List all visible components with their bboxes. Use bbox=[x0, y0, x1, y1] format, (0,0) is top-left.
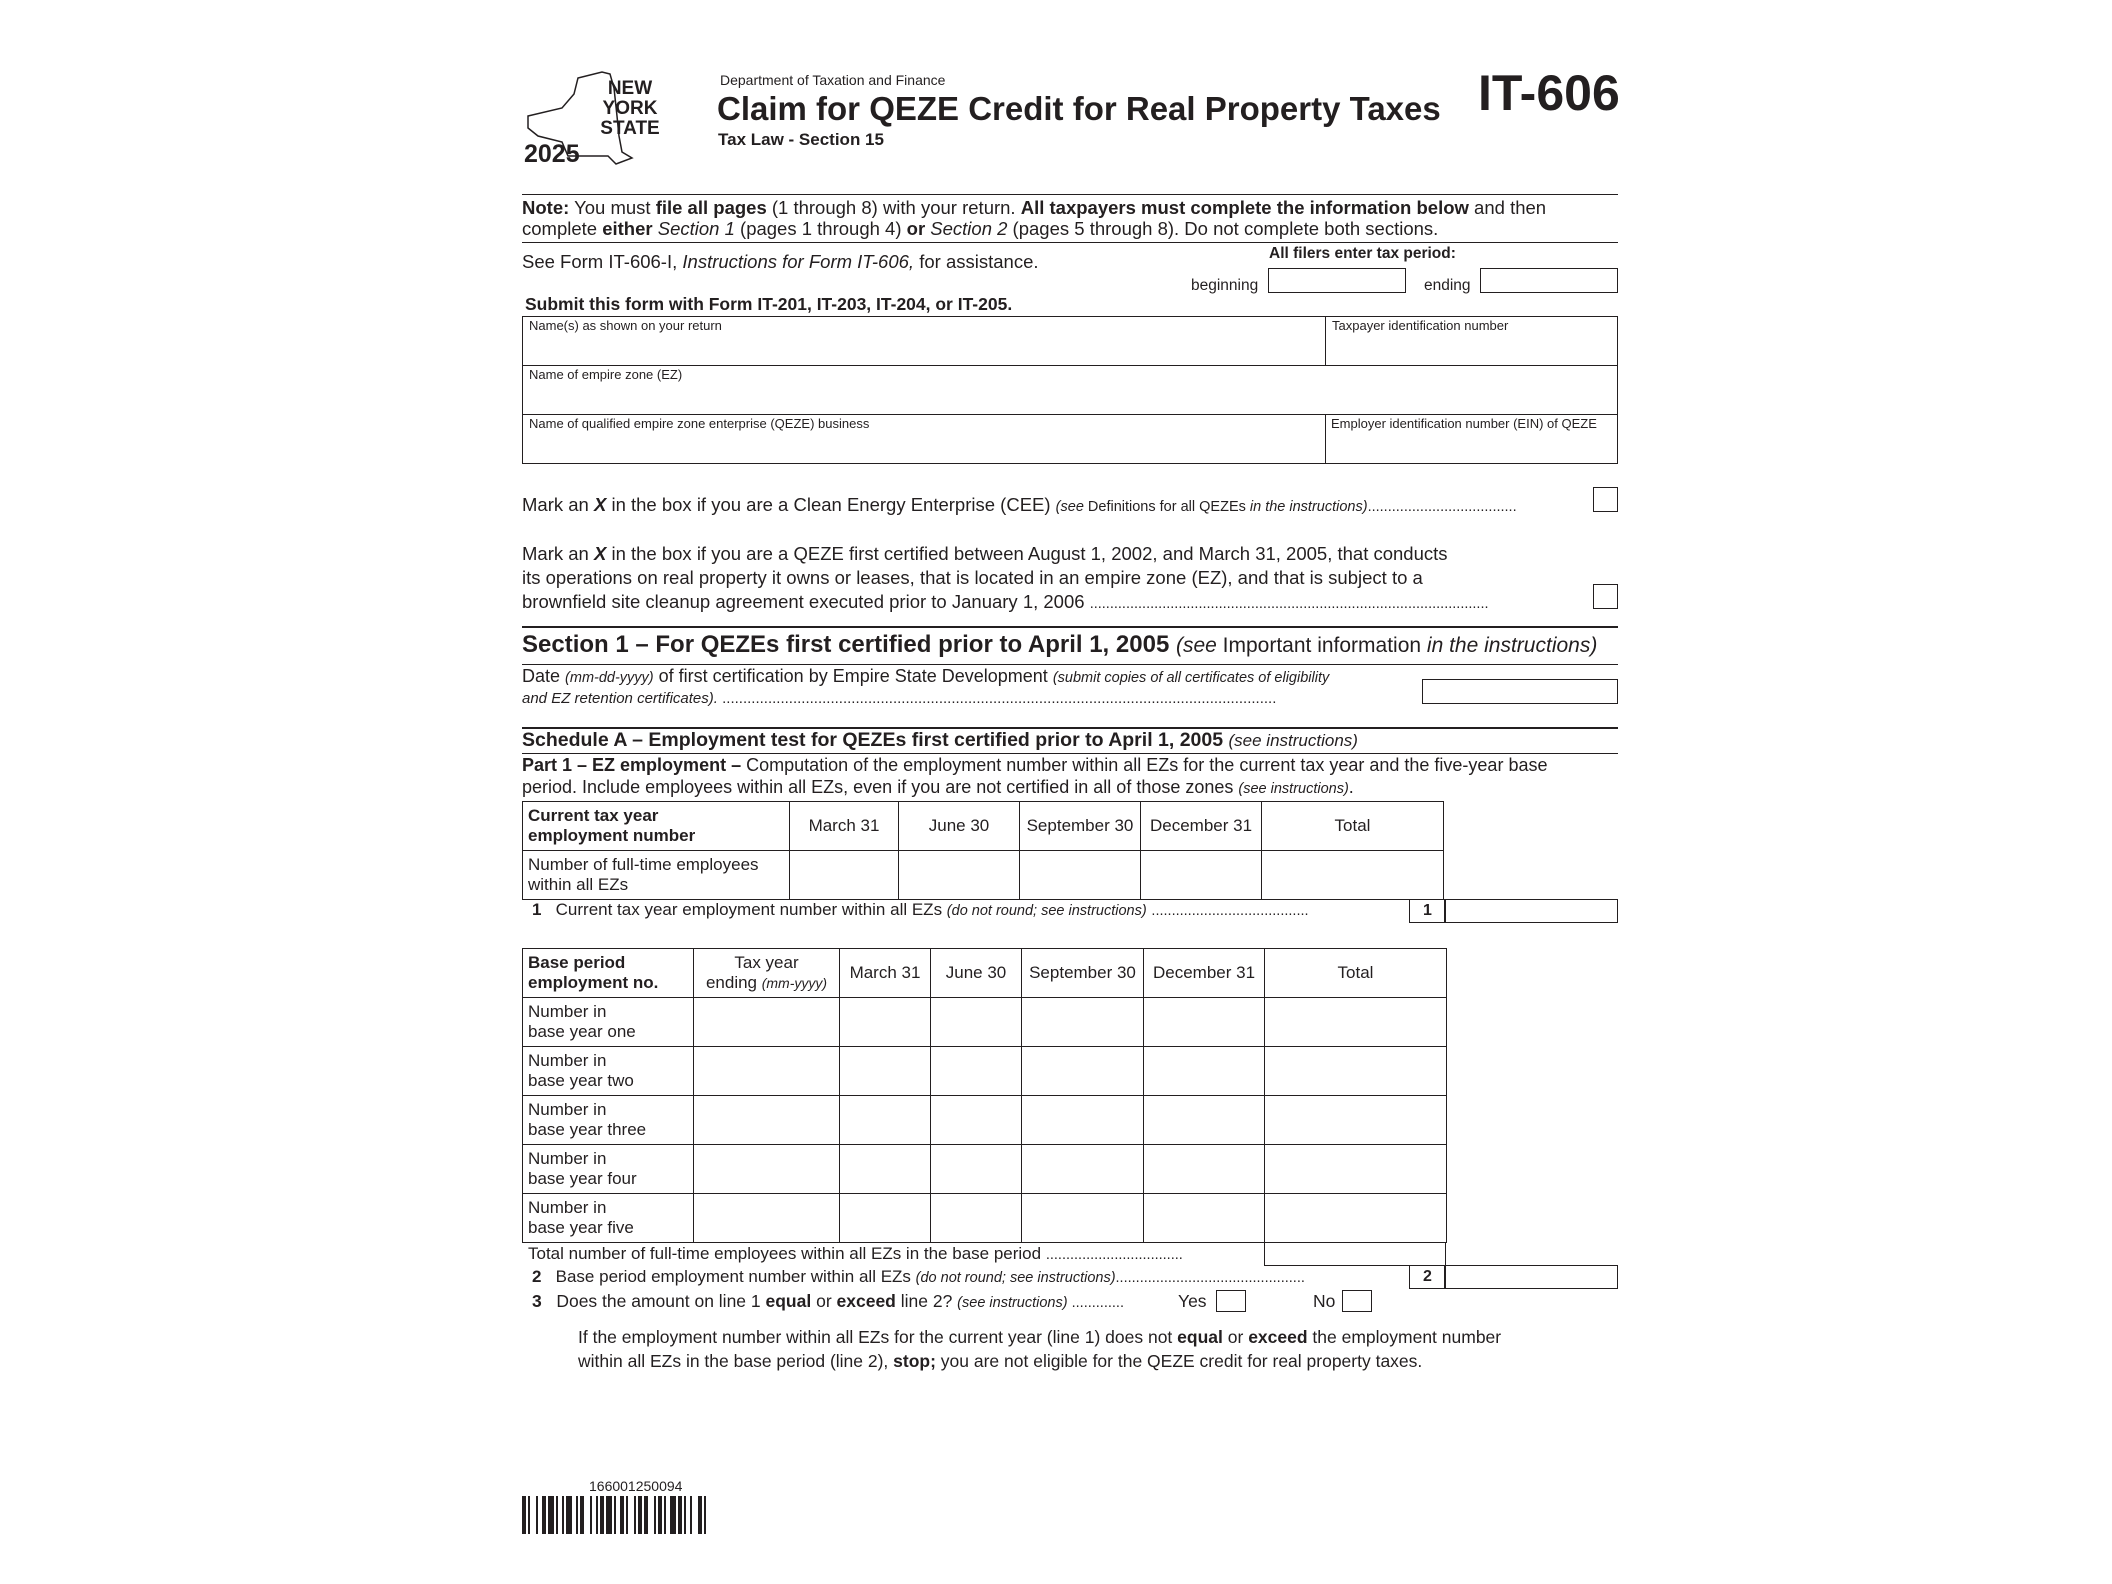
divider bbox=[522, 664, 1618, 665]
barcode-bar bbox=[580, 1496, 584, 1534]
table-row bbox=[523, 1096, 1447, 1145]
base-period-total-input[interactable] bbox=[1264, 1242, 1446, 1266]
barcode-bar bbox=[670, 1496, 676, 1534]
no-label: No bbox=[1313, 1291, 1336, 1311]
september-input[interactable] bbox=[1022, 1047, 1144, 1096]
certification-date-label-line1: Date (mm-dd-yyyy) of first certification by Empire State Development (submit copies of all certificates of eligibility bbox=[522, 666, 1330, 686]
barcode-bar bbox=[654, 1496, 656, 1534]
barcode-bar bbox=[634, 1496, 636, 1534]
barcode-bar bbox=[678, 1496, 682, 1534]
barcode-bar bbox=[542, 1496, 546, 1534]
line1-label: 1 Current tax year employment number within all EZs (do not round; see instructions) ....................................... bbox=[532, 900, 1309, 919]
tax-year-input[interactable] bbox=[694, 998, 840, 1047]
divider bbox=[522, 626, 1618, 628]
december-input[interactable] bbox=[1144, 1145, 1265, 1194]
column-header: March 31 bbox=[790, 802, 899, 851]
certification-date-label-line2: and EZ retention certificates). ..................................................................................................................................... bbox=[522, 690, 1277, 707]
barcode-bar bbox=[562, 1496, 564, 1534]
december-input[interactable] bbox=[1141, 851, 1262, 900]
total-input[interactable] bbox=[1265, 1047, 1447, 1096]
ending-label: ending bbox=[1424, 277, 1471, 294]
barcode-bar bbox=[704, 1496, 706, 1534]
tax-year-input[interactable] bbox=[694, 1096, 840, 1145]
barcode-bar bbox=[614, 1496, 616, 1534]
table-row bbox=[523, 1047, 1447, 1096]
barcode-bar bbox=[596, 1496, 598, 1534]
table-row bbox=[523, 851, 1444, 900]
september-input[interactable] bbox=[1022, 1096, 1144, 1145]
logo-line1: NEW bbox=[607, 78, 653, 99]
ein-field[interactable] bbox=[1328, 433, 1616, 462]
brownfield-question-line1: Mark an X in the box if you are a QEZE first certified between August 1, 2002, and March 31, 2005, that conducts bbox=[522, 543, 1448, 564]
column-header: December 31 bbox=[1144, 949, 1265, 998]
tax-year-input[interactable] bbox=[694, 1194, 840, 1243]
tax-period-heading: All filers enter tax period: bbox=[1269, 245, 1456, 262]
barcode-bar bbox=[590, 1496, 592, 1534]
total-input[interactable] bbox=[1265, 998, 1447, 1047]
cee-checkbox[interactable] bbox=[1593, 487, 1618, 512]
column-header: September 30 bbox=[1020, 802, 1141, 851]
barcode-number: 166001250094 bbox=[589, 1478, 683, 1494]
barcode-bar bbox=[620, 1496, 624, 1534]
barcode-bar bbox=[548, 1496, 554, 1534]
row-label: Number in base year three bbox=[523, 1096, 694, 1145]
tax-year-input[interactable] bbox=[694, 1047, 840, 1096]
divider bbox=[1325, 414, 1326, 464]
barcode-bar bbox=[528, 1496, 530, 1534]
ein-field-label: Employer identification number (EIN) of QEZE bbox=[1331, 416, 1597, 431]
row-label: Number in base year four bbox=[523, 1145, 694, 1194]
march-input[interactable] bbox=[790, 851, 899, 900]
barcode-bar bbox=[626, 1496, 628, 1534]
part1-intro-line2: period. Include employees within all EZs, even if you are not certified in all of those zones (see instructions). bbox=[522, 777, 1354, 797]
stop-instruction-line2: within all EZs in the base period (line 2), stop; you are not eligible for the QEZE credit for real property taxes. bbox=[578, 1351, 1423, 1371]
assistance-text: See Form IT-606-I, Instructions for Form IT-606, for assistance. bbox=[522, 251, 1039, 272]
qeze-field-label: Name of qualified empire zone enterprise (QEZE) business bbox=[529, 416, 870, 431]
march-input[interactable] bbox=[840, 1096, 931, 1145]
divider bbox=[1325, 316, 1326, 365]
barcode bbox=[522, 1496, 762, 1534]
cee-question: Mark an X in the box if you are a Clean Energy Enterprise (CEE) (see Definitions for all QEZEs in the instructions)..................................... bbox=[522, 494, 1517, 515]
current-year-employment-table bbox=[522, 801, 1444, 900]
certification-date-input[interactable] bbox=[1422, 679, 1618, 704]
divider bbox=[522, 365, 1618, 366]
ez-field[interactable] bbox=[524, 384, 1616, 412]
table-row bbox=[523, 1194, 1447, 1243]
september-input[interactable] bbox=[1020, 851, 1141, 900]
september-input[interactable] bbox=[1022, 998, 1144, 1047]
june-input[interactable] bbox=[931, 1096, 1022, 1145]
base-period-total-label: Total number of full-time employees within all EZs in the base period .................................. bbox=[528, 1244, 1183, 1263]
column-header: Total bbox=[1262, 802, 1444, 851]
barcode-bar bbox=[600, 1496, 604, 1534]
beginning-label: beginning bbox=[1191, 277, 1259, 294]
new-york-state-logo bbox=[522, 70, 672, 170]
line1-number-box: 1 bbox=[1409, 899, 1446, 923]
barcode-bar bbox=[576, 1496, 578, 1534]
december-input[interactable] bbox=[1144, 1096, 1265, 1145]
tin-field[interactable] bbox=[1328, 334, 1616, 363]
brownfield-checkbox[interactable] bbox=[1593, 584, 1618, 609]
march-input[interactable] bbox=[840, 998, 931, 1047]
logo-line3: STATE bbox=[600, 118, 660, 139]
line3-question: 3 Does the amount on line 1 equal or exceed line 2? (see instructions) ............. bbox=[532, 1291, 1124, 1311]
submit-instruction: Submit this form with Form IT-201, IT-203, IT-204, or IT-205. bbox=[525, 294, 1013, 314]
september-input[interactable] bbox=[1022, 1145, 1144, 1194]
names-field-label: Name(s) as shown on your return bbox=[529, 318, 722, 333]
divider bbox=[522, 194, 1618, 195]
brownfield-question-line2: its operations on real property it owns or leases, that is located in an empire zone (EZ), and that is subject to a bbox=[522, 567, 1423, 588]
total-input[interactable] bbox=[1265, 1096, 1447, 1145]
divider bbox=[522, 753, 1618, 754]
department-name: Department of Taxation and Finance bbox=[720, 72, 946, 88]
yes-checkbox[interactable] bbox=[1216, 1290, 1246, 1312]
barcode-bar bbox=[644, 1496, 648, 1534]
march-input[interactable] bbox=[840, 1194, 931, 1243]
column-header: June 30 bbox=[931, 949, 1022, 998]
barcode-bar bbox=[522, 1496, 526, 1534]
part1-intro-line1: Part 1 – EZ employment – Computation of the employment number within all EZs for the current tax year and the five-year base bbox=[522, 755, 1548, 775]
barcode-bar bbox=[664, 1496, 666, 1534]
section1-heading: Section 1 – For QEZEs first certified prior to April 1, 2005 (see Important information in the instructions) bbox=[522, 631, 1598, 658]
note-line2: complete either Section 1 (pages 1 through 4) or Section 2 (pages 5 through 8). Do not complete both sections. bbox=[522, 218, 1439, 239]
divider bbox=[522, 242, 1618, 243]
column-header: September 30 bbox=[1022, 949, 1144, 998]
total-input[interactable] bbox=[1265, 1145, 1447, 1194]
column-header: December 31 bbox=[1141, 802, 1262, 851]
form-subtitle: Tax Law - Section 15 bbox=[718, 130, 884, 149]
june-input[interactable] bbox=[899, 851, 1020, 900]
table-header-row bbox=[523, 802, 1444, 851]
row-label: Number in base year five bbox=[523, 1194, 694, 1243]
logo-year: 2025 bbox=[524, 140, 580, 168]
line2-number-box: 2 bbox=[1409, 1265, 1446, 1289]
ending-date-input[interactable] bbox=[1480, 268, 1618, 293]
schedule-a-heading: Schedule A – Employment test for QEZEs first certified prior to April 1, 2005 (see instructions) bbox=[522, 729, 1358, 751]
column-header: Total bbox=[1265, 949, 1447, 998]
march-input[interactable] bbox=[840, 1047, 931, 1096]
yes-label: Yes bbox=[1178, 1291, 1207, 1311]
form-number: IT-606 bbox=[1478, 65, 1620, 121]
line2-amount-input[interactable] bbox=[1444, 1265, 1618, 1289]
logo-line2: YORK bbox=[602, 98, 658, 119]
december-input[interactable] bbox=[1144, 1194, 1265, 1243]
barcode-bar bbox=[556, 1496, 558, 1534]
column-header: March 31 bbox=[840, 949, 931, 998]
ez-field-label: Name of empire zone (EZ) bbox=[529, 367, 683, 382]
row-label: Number of full-time employees within all EZs bbox=[523, 851, 790, 900]
june-input[interactable] bbox=[931, 1047, 1022, 1096]
tax-year-header-cell: Tax year ending (mm-yyyy) bbox=[694, 949, 840, 998]
brownfield-question-line3: brownfield site cleanup agreement executed prior to January 1, 2006 ................................................................................................... bbox=[522, 591, 1489, 612]
barcode-bar bbox=[658, 1496, 662, 1534]
total-input[interactable] bbox=[1265, 1194, 1447, 1243]
barcode-bar bbox=[536, 1496, 538, 1534]
barcode-bar bbox=[606, 1496, 612, 1534]
september-input[interactable] bbox=[1022, 1194, 1144, 1243]
divider bbox=[522, 414, 1618, 415]
names-field[interactable] bbox=[524, 334, 1322, 363]
note-line1: Note: You must file all pages (1 through 8) with your return. All taxpayers must complete the information below and then bbox=[522, 197, 1547, 218]
barcode-bar bbox=[684, 1496, 686, 1534]
table-row bbox=[523, 1145, 1447, 1194]
june-input[interactable] bbox=[931, 1194, 1022, 1243]
december-input[interactable] bbox=[1144, 998, 1265, 1047]
total-input[interactable] bbox=[1262, 851, 1444, 900]
no-checkbox[interactable] bbox=[1342, 1290, 1372, 1312]
row-label: Number in base year one bbox=[523, 998, 694, 1047]
line2-label: 2 Base period employment number within all EZs (do not round; see instructions)............................................... bbox=[532, 1267, 1305, 1286]
current-year-header-cell: Current tax year employment number bbox=[523, 802, 790, 851]
beginning-date-input[interactable] bbox=[1268, 268, 1406, 293]
stop-instruction-line1: If the employment number within all EZs for the current year (line 1) does not equal or exceed the employment number bbox=[578, 1327, 1502, 1347]
june-input[interactable] bbox=[931, 998, 1022, 1047]
base-period-header-cell: Base period employment no. bbox=[523, 949, 694, 998]
december-input[interactable] bbox=[1144, 1047, 1265, 1096]
barcode-bar bbox=[690, 1496, 692, 1534]
tin-field-label: Taxpayer identification number bbox=[1332, 318, 1509, 333]
june-input[interactable] bbox=[931, 1145, 1022, 1194]
qeze-business-field[interactable] bbox=[524, 433, 1322, 462]
form-title: Claim for QEZE Credit for Real Property Taxes bbox=[717, 90, 1441, 127]
base-period-employment-table bbox=[522, 948, 1447, 1243]
march-input[interactable] bbox=[840, 1145, 931, 1194]
table-row bbox=[523, 998, 1447, 1047]
barcode-bar bbox=[566, 1496, 572, 1534]
barcode-bar bbox=[698, 1496, 702, 1534]
row-label: Number in base year two bbox=[523, 1047, 694, 1096]
line1-amount-input[interactable] bbox=[1444, 899, 1618, 923]
table-header-row bbox=[523, 949, 1447, 998]
column-header: June 30 bbox=[899, 802, 1020, 851]
tax-year-input[interactable] bbox=[694, 1145, 840, 1194]
barcode-bar bbox=[638, 1496, 642, 1534]
